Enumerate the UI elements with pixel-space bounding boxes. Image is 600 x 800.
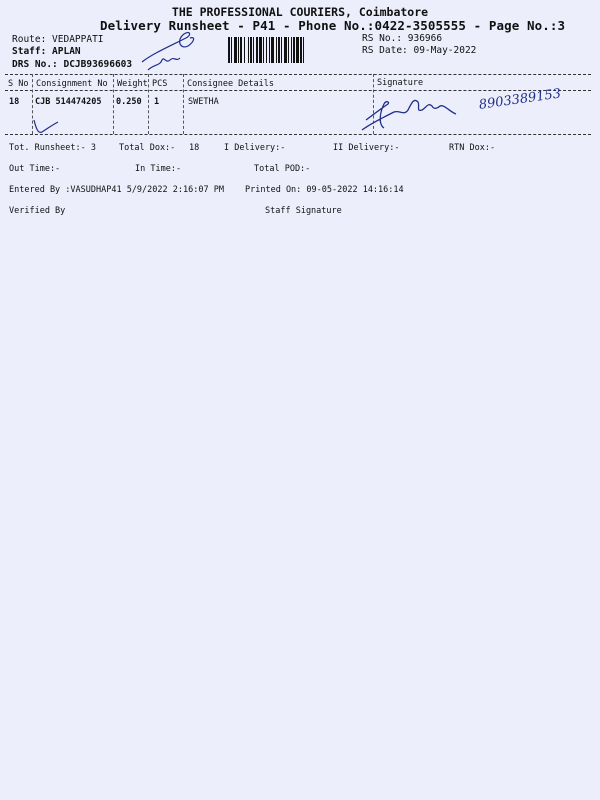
col-header-weight: Weight (117, 79, 148, 89)
consignee-signature-scribble (360, 90, 480, 140)
divider-top (5, 74, 591, 75)
rtn-dox: RTN Dox:- (449, 143, 496, 153)
row-consignment-no: CJB 514474205 (35, 97, 102, 107)
company-title: THE PROFESSIONAL COURIERS, Coimbatore (171, 5, 429, 19)
divider-bottom (5, 134, 591, 135)
col-sep (113, 74, 114, 134)
total-dox-label: Total Dox:- (119, 143, 176, 153)
tick-mark-scribble (30, 116, 70, 138)
rs-number: RS No.: 936966 (362, 33, 443, 44)
i-delivery: I Delivery:- (224, 143, 286, 153)
col-header-signature: Signature (377, 78, 424, 88)
divider-header (5, 90, 591, 91)
total-dox-value: 18 (189, 143, 200, 153)
row-consignee: SWETHA (188, 97, 219, 107)
rs-date: RS Date: 09-May-2022 (362, 45, 477, 56)
tot-runsheet: Tot. Runsheet:- 3 (9, 143, 96, 153)
row-sno: 18 (9, 97, 20, 107)
runsheet-subtitle: Delivery Runsheet - P41 - Phone No.:0422-3505555 - Page No.:3 (100, 18, 566, 33)
drs-number: DRS No.: DCJB93696603 (12, 59, 133, 70)
total-pod: Total POD:- (254, 164, 311, 174)
col-header-consignee: Consignee Details (187, 79, 274, 89)
printed-on: Printed On: 09-05-2022 14:16:14 (245, 185, 404, 195)
col-header-pcs: PCS (152, 79, 168, 89)
route-label: Route: VEDAPPATI (12, 34, 104, 45)
col-sep (183, 74, 184, 134)
staff-signature-scribble (140, 28, 210, 78)
staff-signature-label: Staff Signature (265, 206, 342, 216)
row-pcs: 1 (154, 97, 160, 107)
barcode (228, 37, 351, 63)
verified-by: Verified By (9, 206, 66, 216)
row-weight: 0.250 (116, 97, 142, 107)
out-time: Out Time:- (9, 164, 61, 174)
col-sep (148, 74, 149, 134)
ii-delivery: II Delivery:- (333, 143, 400, 153)
in-time: In Time:- (135, 164, 182, 174)
staff-label: Staff: APLAN (12, 46, 81, 57)
col-header-consignment: Consignment No (36, 79, 108, 89)
entered-by: Entered By :VASUDHAP41 5/9/2022 2:16:07 PM (9, 185, 224, 195)
col-header-sno: S No (8, 79, 29, 89)
barcode-bar (304, 37, 306, 63)
handwritten-phone-number: 8903389153 (478, 86, 563, 113)
